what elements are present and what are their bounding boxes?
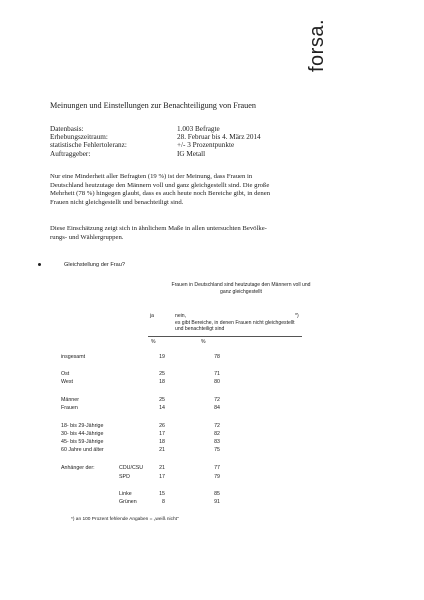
row-label: 45- bis 59-Jährige [61, 439, 104, 445]
meta-label: statistische Fehlertoleranz: [50, 141, 127, 150]
value-nein: 82 [214, 431, 220, 437]
table-row [61, 371, 311, 378]
row-label: Anhänger der: [61, 465, 95, 471]
paragraph-line: Deutschland heutzutage den Männern voll und ganz gleichgestellt sind. Die große [50, 181, 270, 189]
row-sublabel: SPD [119, 474, 130, 480]
question-heading: Gleichstellung der Frau? [64, 262, 125, 268]
value-nein: 83 [214, 439, 220, 445]
meta-value: 1.003 Befragte [177, 125, 220, 133]
unit-ja: % [151, 339, 156, 345]
meta-row [50, 133, 261, 141]
paragraph-line: Nur eine Minderheit aller Befragten (19 %) ist der Meinung, dass Frauen in [50, 173, 253, 180]
value-ja: 21 [159, 447, 165, 453]
meta-row [50, 125, 261, 133]
column-ja: ja [150, 313, 154, 319]
meta-label: Auftraggeber: [50, 149, 91, 158]
value-nein: 80 [214, 379, 220, 385]
column-nein-subtitle: es gibt Bereiche, in denen Frauen nicht gleichgestellt und benachteiligt sind [175, 320, 295, 332]
value-nein: 91 [214, 499, 220, 505]
table-row [61, 397, 311, 404]
bullet-icon [38, 263, 41, 266]
value-ja: 15 [159, 491, 165, 497]
row-label: Ost [61, 371, 70, 377]
forsa-logo: forsa. [306, 18, 328, 72]
value-ja: 17 [159, 431, 165, 437]
column-nein: nein, [175, 313, 187, 319]
value-nein: 77 [214, 465, 220, 471]
meta-label: Datenbasis: [50, 125, 84, 133]
value-nein: 85 [214, 491, 220, 497]
value-ja: 19 [159, 354, 165, 360]
meta-label: Erhebungszeitraum: [50, 133, 108, 142]
row-label: 18- bis 29-Jährige [61, 423, 104, 429]
value-nein: 72 [214, 397, 220, 403]
table-row [61, 405, 311, 412]
value-nein: 72 [214, 423, 220, 429]
row-label: West [61, 379, 73, 385]
meta-row [50, 150, 261, 158]
unit-nein: % [201, 339, 206, 345]
paragraph-line: Mehrheit (78 %) hingegen glaubt, dass es auch heute noch Bereiche gibt, in denen [50, 190, 271, 198]
value-ja: 25 [159, 397, 165, 403]
table-row [61, 354, 311, 361]
table-row [61, 465, 311, 472]
table-header-text: Frauen in Deutschland sind heutzutage den Männern voll und ganz gleichgestellt [171, 282, 311, 295]
value-nein: 79 [214, 474, 220, 480]
value-nein: 78 [214, 354, 220, 360]
value-ja: 21 [159, 465, 165, 471]
value-ja: 18 [159, 379, 165, 385]
table-row [61, 423, 311, 430]
value-nein: 71 [214, 371, 220, 377]
meta-value: +/- 3 Prozentpunkte [177, 141, 235, 150]
table-row [61, 474, 311, 481]
page-title: Meinungen und Einstellungen zur Benachteiligung von Frauen [50, 101, 257, 110]
summary-paragraph [50, 173, 320, 207]
meta-value: 28. Februar bis 4. März 2014 [177, 133, 261, 142]
table-row [61, 499, 311, 506]
row-sublabel: Grünen [119, 499, 137, 505]
meta-row [50, 141, 261, 149]
row-sublabel: Linke [119, 491, 132, 497]
value-ja: 8 [162, 499, 165, 505]
table-row [61, 439, 311, 446]
value-ja: 17 [159, 474, 165, 480]
header-divider [148, 336, 302, 337]
paragraph-line: Diese Einschätzung zeigt sich in ähnlichem Maße in allen untersuchten Bevölke- [50, 225, 267, 232]
value-nein: 84 [214, 405, 220, 411]
value-ja: 25 [159, 371, 165, 377]
row-label: Männer [61, 397, 79, 403]
table-row [61, 431, 311, 438]
meta-block [50, 125, 261, 158]
footnote: *) an 100 Prozent fehlende Angaben = „weiß nicht" [71, 517, 179, 522]
value-ja: 26 [159, 423, 165, 429]
paragraph-line: Frauen nicht gleichgestellt und benachteiligt sind. [50, 198, 184, 206]
value-ja: 14 [159, 405, 165, 411]
table-row [61, 491, 311, 498]
row-label: insgesamt [61, 354, 86, 360]
row-sublabel: CDU/CSU [119, 465, 144, 471]
row-label: Frauen [61, 405, 78, 411]
row-label: 30- bis 44-Jährige [61, 431, 104, 437]
table-row [61, 447, 311, 454]
row-label: 60 Jahre und älter [61, 447, 104, 453]
value-nein: 75 [214, 447, 220, 453]
paragraph-line: rungs- und Wählergruppen. [50, 233, 124, 241]
value-ja: 18 [159, 439, 165, 445]
meta-value: IG Metall [177, 149, 206, 158]
table-row [61, 379, 311, 386]
column-footnote-marker: *) [295, 313, 299, 319]
consistency-paragraph [50, 225, 320, 242]
